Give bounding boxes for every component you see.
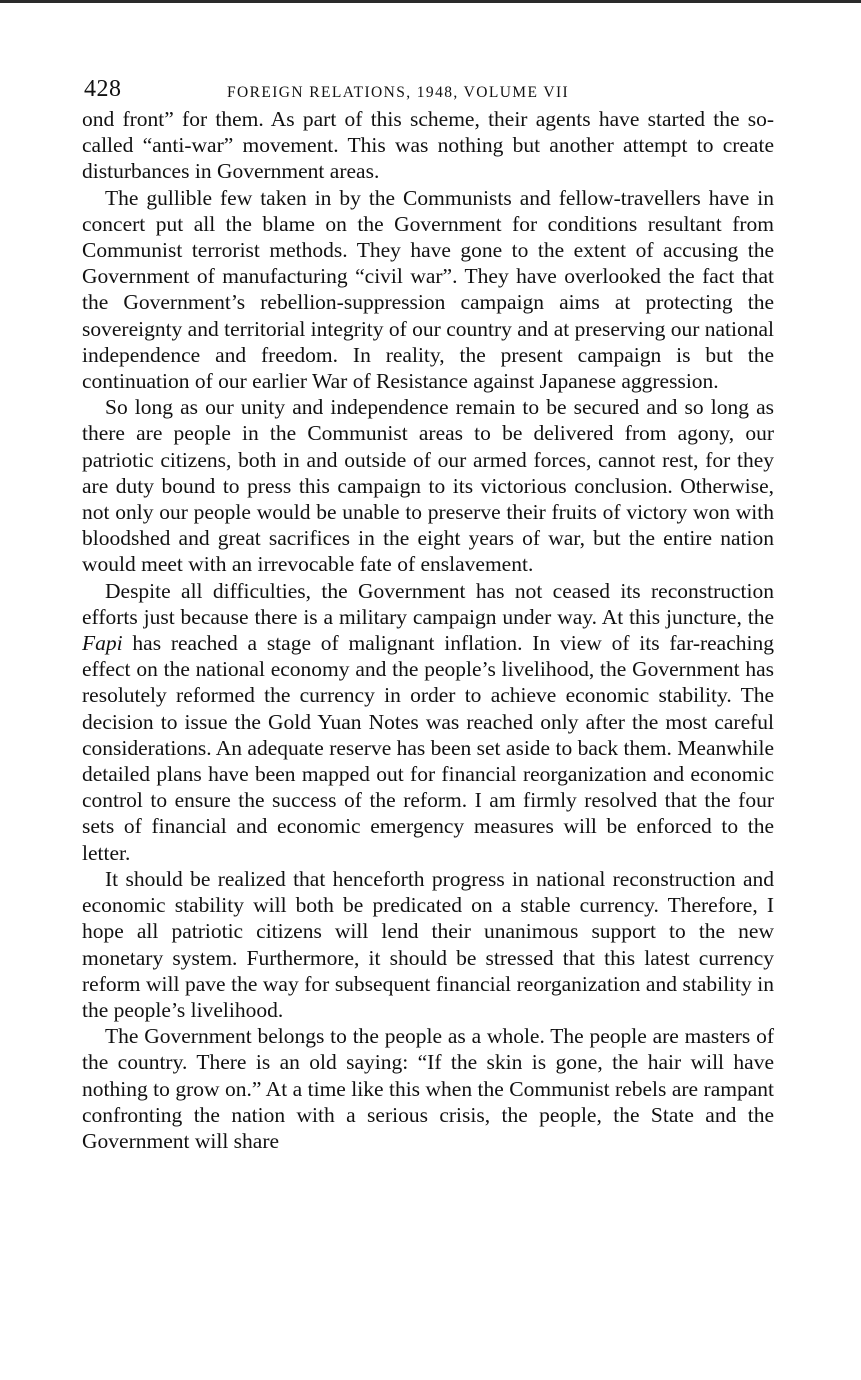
paragraph-text-part: Despite all difficulties, the Government has not ceased its reconstruction efforts just because there is a military campaign under way. At this juncture, the	[82, 578, 774, 629]
paragraph-government-people: The Government belongs to the people as a whole. The people are masters of the country. There is an old saying: “If the skin is gone, the hair will have nothing to grow on.” At a time like this when the Communist rebels are rampant confronting the nation with a serious crisis, the people, the State and the Government will share	[82, 1024, 774, 1153]
running-head	[82, 72, 774, 106]
paragraph-stable-currency: It should be realized that henceforth progress in national reconstruction and economic stability will both be predicated on a stable currency. Therefore, I hope all patriotic citizens will lend their unanimous support to the new monetary system. Furthermore, it should be stressed that this latest currency reform will pave the way for subsequent financial reorganization and stability in the people’s livelihood.	[82, 866, 774, 1022]
italic-term: Fapi	[82, 631, 123, 656]
paragraph-unity-independence: So long as our unity and independence remain to be secured and so long as there are people in the Communist areas to be delivered from agony, our patriotic citizens, both in and outside of our armed forces, cannot rest, for they are duty bound to press this campaign to its victorious conclusion. Otherwise, not only our people would be unable to preserve their fruits of victory won with bloodshed and great sacrifices in the eight years of war, but the entire nation would meet with an irrevocable fate of enslavement.	[82, 395, 774, 577]
paragraph-currency-reform	[82, 578, 774, 866]
document-page	[82, 72, 774, 1154]
top-edge-rule	[0, 0, 861, 3]
page-number: 428	[84, 76, 122, 102]
running-title: FOREIGN RELATIONS, 1948, VOLUME VII	[227, 84, 570, 101]
paragraph-continued: ond front” for them. As part of this scheme, their agents have started the so-called “anti-war” movement. This was nothing but another attempt to create disturbances in Government areas.	[82, 107, 774, 184]
body-text	[82, 106, 774, 1154]
paragraph-gullible-few: The gullible few taken in by the Communists and fellow-travellers have in concert put all the blame on the Government for conditions resultant from Communist terrorist methods. They have gone to the extent of accusing the Government of manufacturing “civil war”. They have overlooked the fact that the Government’s rebellion-suppression campaign aims at protecting the sovereignty and territorial integrity of our country and at preserving our national independence and freedom. In reality, the present campaign is but the continuation of our earlier War of Resistance against Japanese aggression.	[82, 185, 774, 394]
paragraph-text-part: has reached a stage of malignant inflation. In view of its far-reaching effect on the national economy and the people’s livelihood, the Government has resolutely reformed the currency in order to achieve economic stability. The decision to issue the Gold Yuan Notes was reached only after the most careful considerations. An adequate reserve has been set aside to back them. Meanwhile detailed plans have been mapped out for financial reorganization and economic control to ensure the success of the reform. I am firmly resolved that the four sets of financial and economic emergency measures will be enforced to the letter.	[82, 631, 774, 865]
